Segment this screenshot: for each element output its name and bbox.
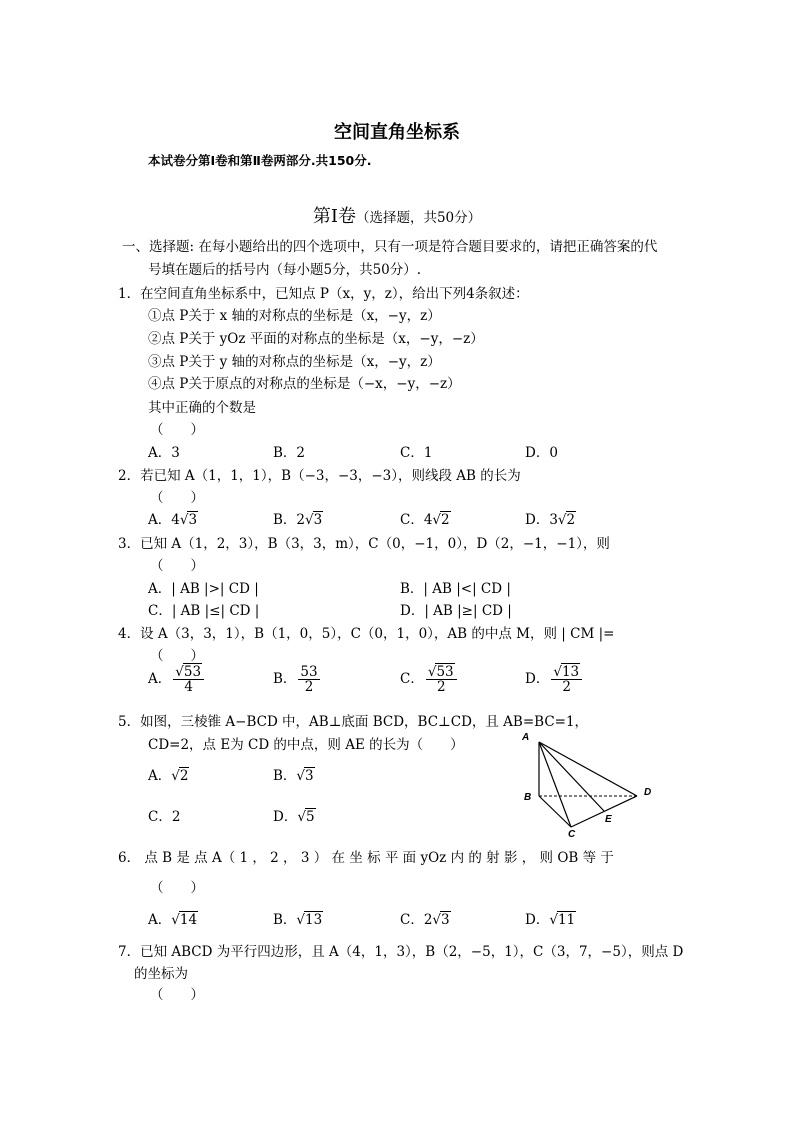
instruction-line-1: 一、选择题: 在每小题给出的四个选项中，只有一项是符合题目要求的，请把正确答案的代 [122, 239, 658, 255]
q5-option-d: D．√5 [273, 809, 315, 825]
q2-option-c: C．4√2 [400, 512, 450, 528]
q6-option-b: B．√13 [273, 912, 323, 928]
edge-ad [539, 742, 637, 796]
q5-stem: 5．如图，三棱锥 A−BCD 中，AB⊥底面 BCD，BC⊥CD，且 AB=BC=1， [118, 714, 589, 730]
q5-option-c: C．2 [148, 809, 181, 825]
exam-note: 本试卷分第Ⅰ卷和第Ⅱ卷两部分.共150分. [148, 153, 372, 168]
q2-option-d: D．3√2 [525, 512, 576, 528]
q3-option-b: B．| AB |<| CD | [400, 581, 511, 597]
q1-ask: 其中正确的个数是 [148, 400, 256, 416]
q3-option-a: A．| AB |>| CD | [148, 581, 259, 597]
q2-answer-bracket: （ ） [150, 490, 204, 506]
q1-statement-3: ③点 P关于 y 轴的对称点的坐标是（x，−y，z） [148, 354, 441, 370]
q2-option-a: A．4√3 [148, 512, 198, 528]
edge-ae [539, 742, 604, 811]
edge-cd [571, 796, 637, 827]
q1-statement-4: ④点 P关于原点的对称点的坐标是（−x，−y，−z） [148, 376, 461, 392]
section-note: （选择题，共50分） [355, 210, 482, 226]
q4-option-d: D． $\frac{√13}{2}$ [525, 665, 584, 694]
q2-option-b: B．2√3 [273, 512, 323, 528]
q1-option-b: B．2 [273, 445, 306, 461]
q1-option-c: C．1 [400, 445, 433, 461]
q3-stem: 3．已知 A（1，2，3），B（3，3，m），C（0，−1，0），D（2，−1，−1），则 [118, 536, 610, 552]
section-heading [0, 202, 794, 228]
q6-answer-bracket: （ ） [150, 880, 204, 896]
q6-option-c: C．2√3 [400, 912, 450, 928]
q1-statement-1: ①点 P关于 x 轴的对称点的坐标是（x，−y，z） [148, 308, 441, 324]
q4-answer-bracket: （ ） [150, 648, 204, 664]
q1-option-d: D．0 [525, 445, 558, 461]
q5-stem-2: CD=2，点 E为 CD 的中点，则 AE 的长为（ ） [148, 737, 464, 753]
q7-answer-bracket: （ ） [150, 987, 204, 1003]
q4-option-a: A． $\frac{√53}{4}$ [148, 665, 206, 694]
label-e: E [605, 814, 612, 825]
edge-bc [539, 796, 571, 827]
q4-stem: 4．设 A（3，3，1），B（1，0，5），C（0，1，0），AB 的中点 M，则 | CM |= [118, 626, 615, 642]
q2-stem: 2．若已知 A（1，1，1），B（−3，−3，−3），则线段 AB 的长为 [118, 468, 521, 484]
q6-stem: 6． 点 B 是 点 A（ 1 ， 2 ， 3 ） 在 坐 标 平 面 yOz 内 的 射 影 ， 则 OB 等 于 [118, 850, 614, 866]
q1-option-a: A．3 [148, 445, 180, 461]
q3-option-c: C．| AB |≤| CD | [148, 603, 260, 619]
q1-statement-2: ②点 P关于 yOz 平面的对称点的坐标是（x，−y，−z） [148, 331, 484, 347]
q4-option-b: B． $\frac{53}{2}$ [273, 664, 318, 696]
q4-option-c: C． $\frac{√53}{2}$ [400, 665, 459, 694]
q6-option-a: A．√14 [148, 912, 198, 928]
pyramid-figure [515, 725, 665, 840]
edge-ac [539, 742, 571, 827]
q5-option-b: B．√3 [273, 768, 314, 784]
q7-stem: 7．已知 ABCD 为平行四边形，且 A（4，1，3），B（2，−5，1），C（3，7，−5），则点 D [118, 944, 684, 960]
q5-option-a: A．√2 [148, 768, 189, 784]
instruction-line-2: 号填在题后的括号内（每小题5分，共50分）. [148, 262, 422, 278]
section-main: 第Ⅰ卷 [312, 206, 356, 227]
q1-stem: 1．在空间直角坐标系中，已知点 P（x，y，z），给出下列4条叙述： [118, 286, 529, 302]
label-a: A [522, 732, 530, 743]
q7-stem-2: 的坐标为 [134, 966, 188, 982]
label-b: B [524, 792, 532, 803]
label-d: D [644, 787, 652, 798]
q6-option-d: D．√11 [525, 912, 576, 928]
q1-answer-bracket: （ ） [150, 422, 204, 438]
label-c: C [568, 829, 576, 840]
page-title: 空间直角坐标系 [334, 122, 460, 143]
q3-option-d: D．| AB |≥| CD | [400, 603, 512, 619]
q3-answer-bracket: （ ） [150, 558, 204, 574]
